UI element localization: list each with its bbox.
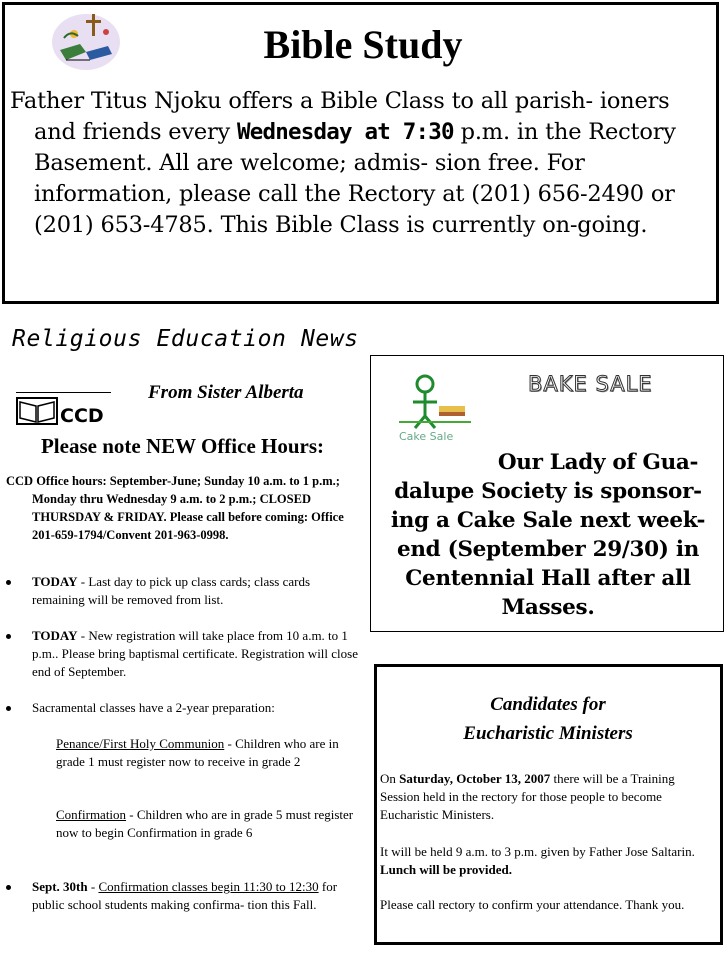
- bake-sale-body: Our Lady of Gua- dalupe Society is sponsor- ing a Cake Sale next week- end (September 29/30) in Centennial Hall after all Masses.: [390, 450, 706, 620]
- bible-study-body: Father Titus Njoku offers a Bible Class to all parish- ioners and friends every Wednesday at 7:30 p.m. in the Rectory Basement. All are welcome; admis- sion free. For information, please call the Rectory at (201) 656-2490 or (201) 653-4785. This Bible Class is currently on-going.: [10, 88, 676, 238]
- office-hours-text: CCD Office hours: September-June; Sunday 10 a.m. to 1 p.m.; Monday thru Wednesday 9 a.m. to 2 p.m.; CLOSED THURSDAY & FRIDAY. Please call before coming: Office 201-659-1794/Convent 201-963-0998.: [6, 474, 344, 542]
- ccd-logo-icon: [16, 394, 112, 426]
- bullet-icon: [6, 634, 11, 639]
- sub-list-item: Confirmation - Children who are in grade 5 must register now to begin Confirmation in grade 6: [56, 807, 354, 840]
- bullet-icon: [6, 580, 11, 585]
- office-hours-heading: Please note NEW Office Hours:: [40, 434, 325, 458]
- eucharistic-ministers-title: Candidates for Eucharistic Ministers: [463, 694, 633, 744]
- ccd-logo-rule: [16, 392, 111, 393]
- cake-sale-caption: Cake Sale: [399, 430, 454, 443]
- confirmation-classes-link: Confirmation classes begin 11:30 to 12:30: [98, 879, 319, 894]
- bake-sale-title: BAKE SALE: [528, 372, 653, 396]
- cake-sale-icon: [395, 372, 475, 444]
- ccd-logo-text: CCD: [60, 405, 104, 426]
- religious-education-header: Religious Education News: [12, 326, 359, 352]
- sub-list-item: Penance/First Holy Communion - Children who are in grade 1 must register now to receive in grade 2: [56, 736, 339, 769]
- from-sister-alberta: From Sister Alberta: [148, 382, 304, 403]
- bible-study-schedule: Wednesday at 7:30: [237, 119, 454, 145]
- list-item: TODAY - Last day to pick up class cards; class cards remaining will be removed from list.: [6, 573, 360, 609]
- list-item: Sept. 30th - Confirmation classes begin 11:30 to 12:30 for public school students making confirma- tion this Fall.: [6, 878, 360, 914]
- bullet-icon: [6, 885, 11, 890]
- eucharistic-paragraph-2: It will be held 9 a.m. to 3 p.m. given by Father Jose Saltarin. Lunch will be provided.: [380, 844, 695, 877]
- list-item: TODAY - New registration will take place from 10 a.m. to 1 p.m.. Please bring baptismal certificate. Registration will close end of September.: [6, 627, 360, 681]
- eucharistic-paragraph-3: Please call rectory to confirm your attendance. Thank you.: [380, 897, 685, 912]
- bullet-icon: [6, 706, 11, 711]
- list-item: Sacramental classes have a 2-year preparation:: [6, 699, 360, 717]
- bible-study-title: Bible Study: [263, 22, 463, 67]
- eucharistic-paragraph-1: On Saturday, October 13, 2007 there will be a Training Session held in the rectory for those people to become Eucharistic Ministers.: [380, 771, 675, 822]
